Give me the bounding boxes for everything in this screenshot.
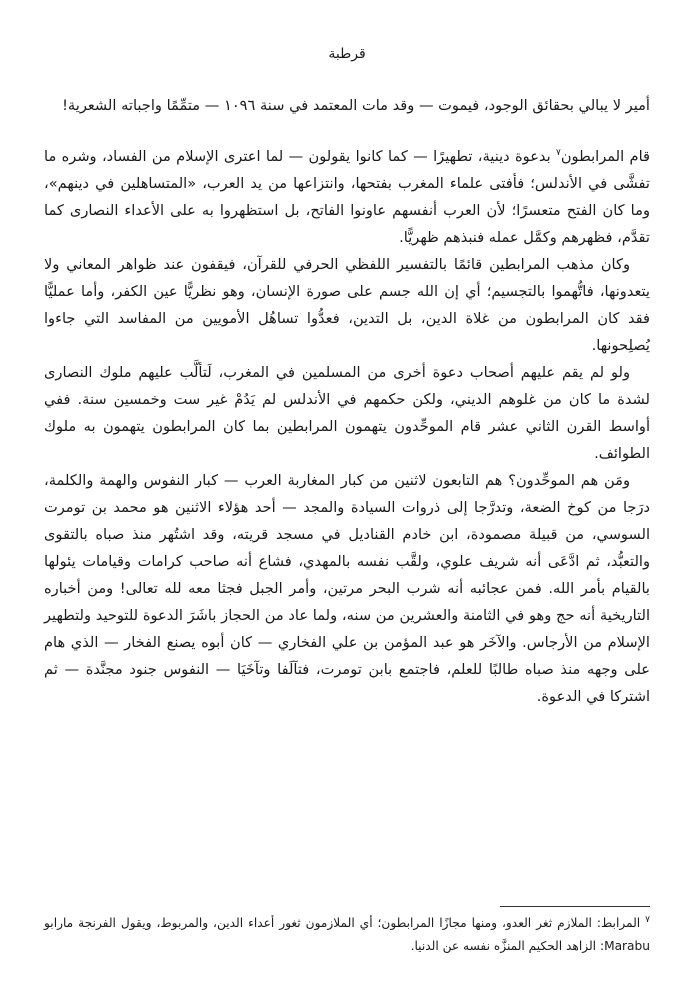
paragraph: وكان مذهب المرابطين قائمًا بالتفسير اللفظي الحرفي للقرآن، فيقفون عند ظواهر المعاني ولا يتعدونها، فاتُّهموا بالتجسيم؛ أي إن الله جسم على صورة الإنسان، وهو نظريًّا عين الكفر، وأما عمليًّا فقد كان المرابطون من غلاة الدين، بل التدين، فعدُّوا تساهُل الأمويين من المفاسد التي جاءوا يُصلِحونها. [44, 256, 650, 354]
footnote-reference[interactable]: ٧ [556, 148, 561, 159]
paragraph [44, 143, 650, 251]
body-text [44, 92, 650, 710]
footnote-mark: ٧ [645, 914, 650, 925]
running-head: قرطبة [328, 46, 366, 62]
paragraph: ولو لم يقم عليهم أصحاب دعوة أخرى من المسلمين في المغرب، لَتألَّب عليهم ملوك النصارى لشدة ما كان من غلوهم الديني، ولكن حكمهم في الأندلس لم يَدُمْ غير ست وخمسين سنة. ففي أواسط القرن الثاني عشر قام الموحِّدون يتهمون المرابطين بما كان المرابطون يتهمون به ملوك الطوائف. [44, 364, 650, 462]
footnote-text: المرابط: الملازم ثغر العدو، ومنها مجازًا المرابطون؛ أي الملازمون ثغور أعداء الدين، والمربوط، ويقول الفرنجة مارابو Marabu: الزاهد الحكيم المنزَّه نفسه عن الدنيا. [44, 916, 650, 953]
paragraph-rest: بدعوة دينية، تطهيرًا — كما كانوا يقولون — لما اعترى الإسلام من الفساد، وشره ما تفشَّى في الأندلس؛ فأفتى علماء المغرب بفتحها، وانتزاعها من يد العرب، «المتساهلين في دينهم»، وما كان الفتح متعسرًا؛ لأن العرب أنفسهم عاونوا الفاتح، بل استظهروا به على الأعداء النصارى كما تقدَّم، فظهرهم وكمَّل عمله فنبذهم ظهريًّا. [44, 148, 650, 246]
footnote-divider [500, 906, 650, 907]
paragraph: ومَن هم الموحِّدون؟ هم التابعون لاثنين من كبار المغاربة العرب — كبار النفوس والهمة والكلمة، درَجا من كوخ الضعة، وتدرَّجا إلى ذروات السيادة والمجد — أحد هؤلاء الاثنين هو محمد بن تومرت السوسي، من قبيلة مصمودة، ابن خادم القناديل في مسجد قريته، وقد اشتُهر منذ صباه بالتقوى والتعبُّد، ثم ادَّعَى أنه شريف علوي، ولقَّب نفسه بالمهدي، فشاع أنه صاحب كرامات وقيامات يئولها بالقيام بأمر الله. فمن عجائبه أنه شرب البحر مرتين، وأمر الجبل فجثا معه لله تعالى! ومن أخباره التاريخية أنه حج وهو في الثامنة والعشرين من سنه، ولما عاد من الحجاز باشَرَ الدعوة للتوحيد ولتطهير الإسلام من الأرجاس. والآخَر هو عبد المؤمن بن علي الفخاري — كان أبوه يصنع الفخار — الذي هام على وجهه منذ صباه طالبًا للعلم، فاجتمع بابن تومرت، فتآلَفا وتآخَيَا — النفوس جنود مجنَّدة — ثم اشتركا في الدعوة. [44, 472, 650, 705]
paragraph: أمير لا يبالي بحقائق الوجود، فيموت — وقد مات المعتمد في سنة ١٠٩٦ — متمِّمًا واجباته الشعرية! [62, 97, 650, 114]
paragraph-lead: قام المرابطون [560, 148, 650, 165]
footnote [44, 912, 650, 958]
